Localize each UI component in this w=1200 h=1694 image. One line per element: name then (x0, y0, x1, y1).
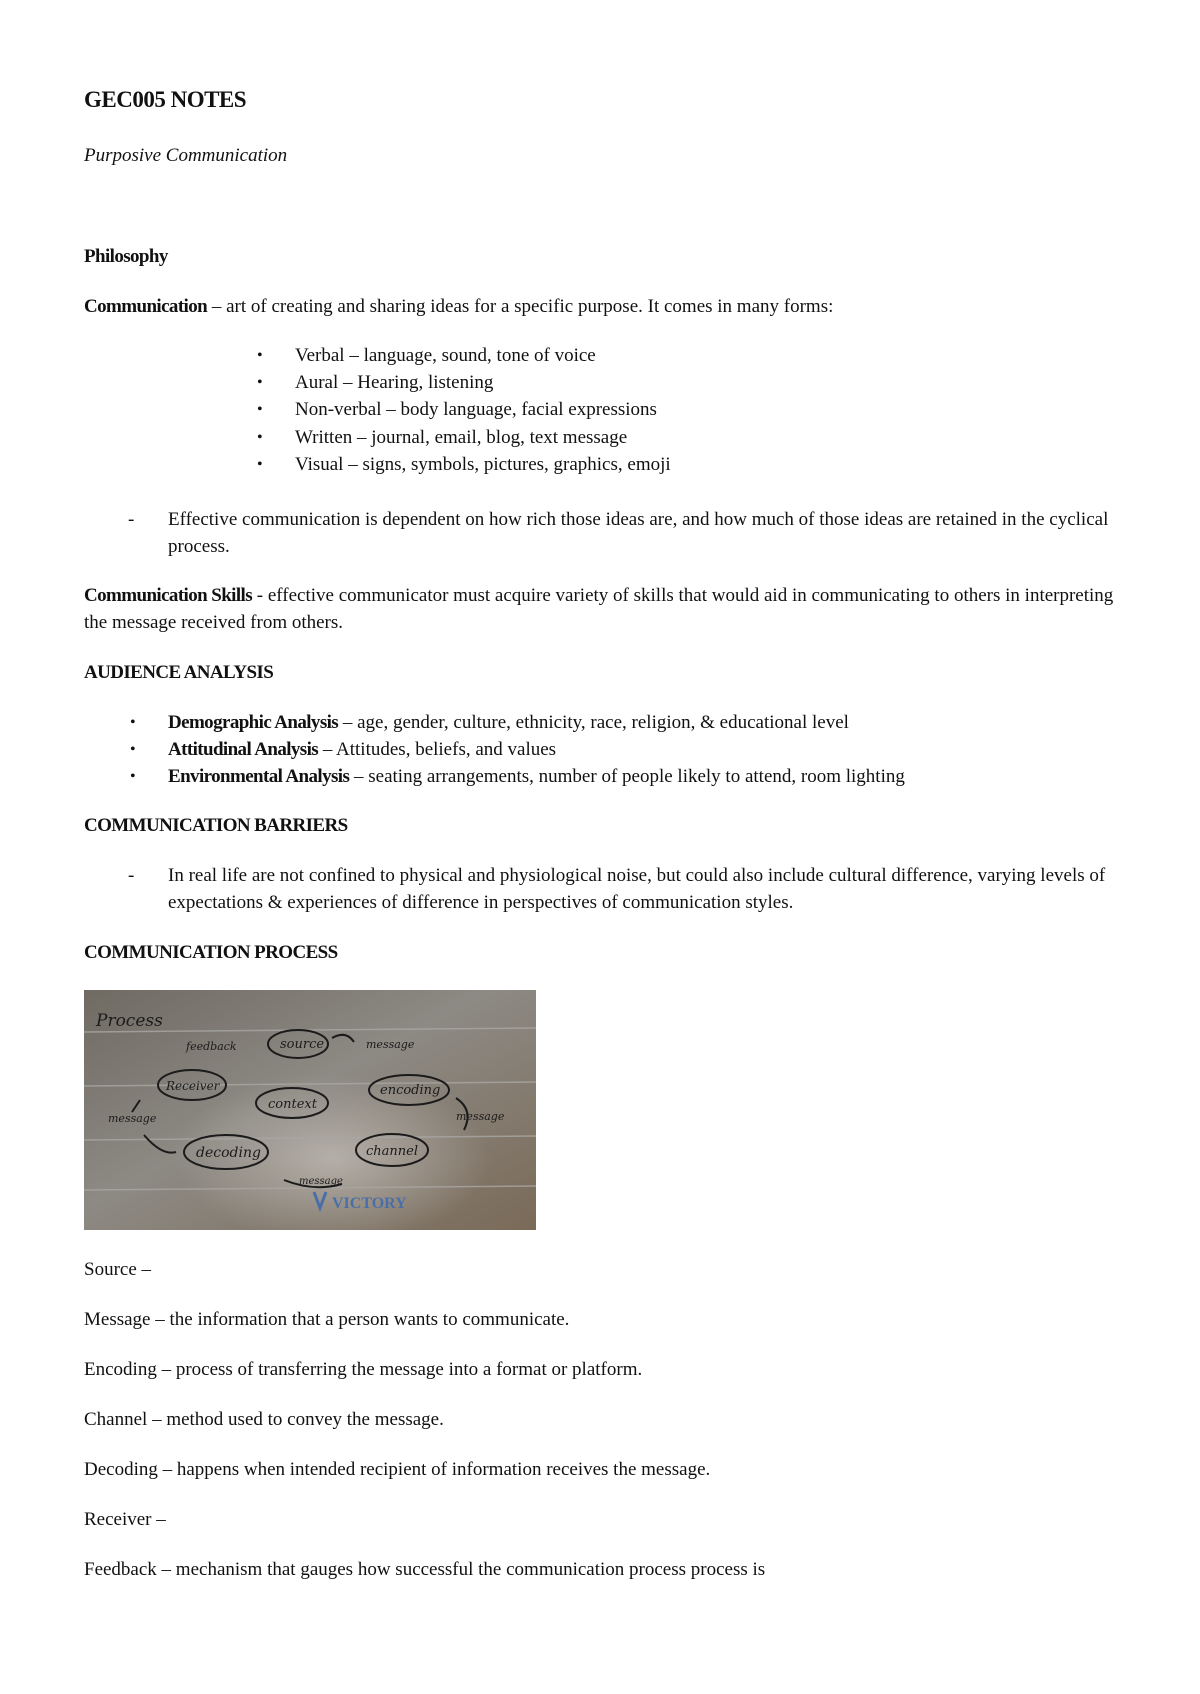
process-def-source: Source – (84, 1259, 152, 1280)
process-def-receiver: Receiver – (84, 1509, 166, 1530)
diagram-node-encoding: encoding (380, 1083, 441, 1098)
list-item: • Environmental Analysis – seating arrangements, number of people likely to attend, room lighting (168, 763, 905, 790)
heading-audience-analysis: AUDIENCE ANALYSIS (84, 662, 274, 683)
document-title: GEC005 NOTES (84, 87, 247, 112)
diagram-node-context: context (268, 1097, 317, 1112)
list-item: • Attitudinal Analysis – Attitudes, beliefs, and values (168, 736, 905, 763)
skills-text: - effective communicator must acquire variety of skills that would aid in communicating to others in interpreting the message received from others. (84, 585, 1114, 633)
bullet-icon: • (257, 347, 263, 364)
dash-icon: - (128, 865, 135, 886)
list-item: • Verbal – language, sound, tone of voice (295, 342, 671, 369)
bullet-icon: • (130, 768, 136, 786)
bullet-icon: • (257, 455, 263, 473)
bullet-icon: • (257, 401, 263, 419)
process-def-message: Message – the information that a person wants to communicate. (84, 1309, 570, 1330)
list-item: • Demographic Analysis – age, gender, culture, ethnicity, race, religion, & educational level (168, 709, 905, 736)
bullet-icon: • (130, 741, 136, 759)
diagram-node-channel: channel (366, 1144, 418, 1159)
bullet-icon: • (257, 428, 263, 446)
effective-note: - Effective communication is dependent on how rich those ideas are, and how much of those ideas are retained in the cyclical process. (168, 506, 1118, 560)
list-item: • Visual – signs, symbols, pictures, graphics, emoji (295, 451, 671, 478)
dash-icon: - (128, 509, 135, 530)
audience-list (130, 709, 905, 791)
process-def-feedback: Feedback – mechanism that gauges how successful the communication process process is (84, 1559, 766, 1580)
list-item: • Written – journal, email, blog, text message (295, 424, 671, 451)
list-item: • Non-verbal – body language, facial expressions (295, 396, 671, 423)
skills-definition (84, 582, 1124, 636)
communication-text: – art of creating and sharing ideas for a specific purpose. It comes in many forms: (207, 296, 834, 317)
list-item: • Aural – Hearing, listening (295, 369, 671, 396)
document-subtitle: Purposive Communication (84, 145, 288, 166)
communication-process-photo (84, 990, 536, 1230)
process-def-channel: Channel – method used to convey the message. (84, 1409, 444, 1430)
communication-term: Communication (84, 296, 208, 317)
forms-list (257, 342, 671, 478)
diagram-label-message: message (366, 1038, 415, 1051)
process-def-encoding: Encoding – process of transferring the message into a format or platform. (84, 1359, 643, 1380)
diagram-label-message-left: message (108, 1112, 157, 1125)
communication-definition (84, 293, 1124, 320)
diagram-label-message-bottom: message (299, 1176, 343, 1187)
diagram-label-feedback: feedback (186, 1040, 237, 1053)
heading-communication-barriers: COMMUNICATION BARRIERS (84, 815, 348, 836)
watermark-logo: VICTORY (332, 1195, 407, 1212)
skills-term: Communication Skills (84, 585, 253, 606)
barriers-note: - In real life are not confined to physical and physiological noise, but could also include cultural difference, varying levels of expectations & experiences of difference in perspectives of communication styles. (168, 862, 1118, 916)
heading-philosophy: Philosophy (84, 246, 168, 267)
bullet-icon: • (257, 374, 263, 392)
diagram-label-message-right: message (456, 1110, 505, 1123)
diagram-title: Process (96, 1011, 163, 1031)
diagram-node-receiver: Receiver (166, 1079, 220, 1093)
heading-communication-process: COMMUNICATION PROCESS (84, 942, 338, 963)
diagram-node-decoding: decoding (196, 1145, 261, 1161)
bullet-icon: • (130, 714, 136, 731)
diagram-node-source: source (280, 1037, 325, 1052)
process-def-decoding: Decoding – happens when intended recipient of information receives the message. (84, 1459, 711, 1480)
